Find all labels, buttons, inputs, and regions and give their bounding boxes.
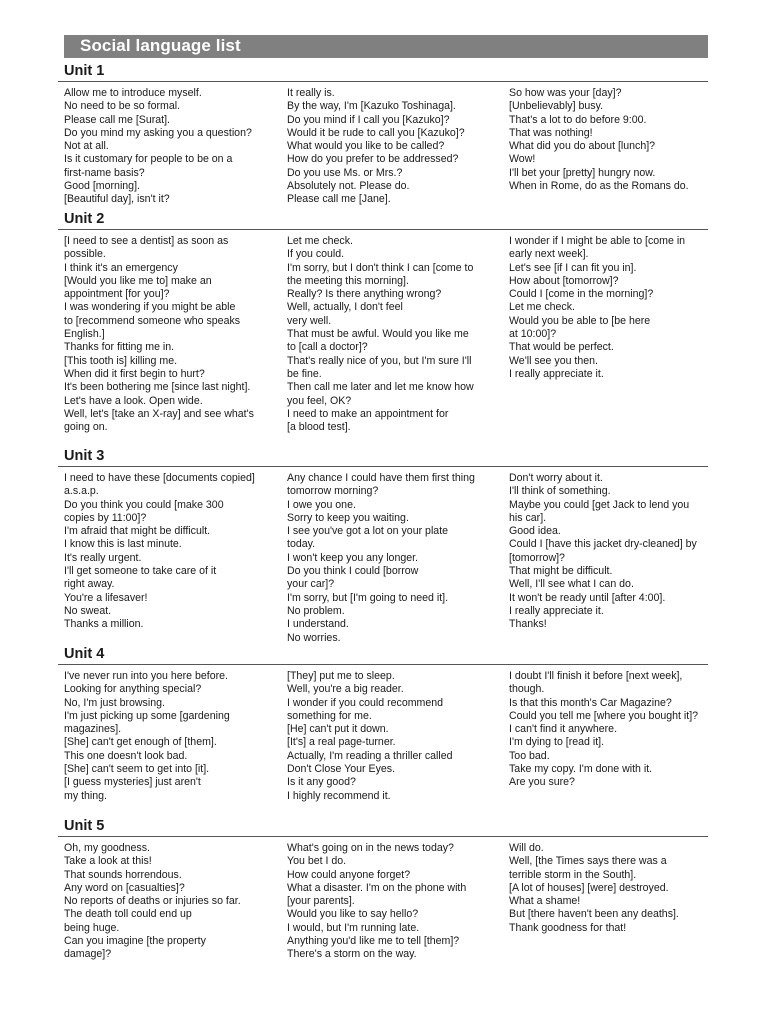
phrase-line: I've never run into you here before. [64, 670, 228, 682]
phrase-line: Would you be able to [be here [509, 314, 651, 327]
phrase-line: That sounds horrendous. [64, 868, 182, 881]
phrase-line: How do you prefer to be addressed? [287, 153, 459, 166]
phrase-line: That's really nice of you, but I'm sure I'll [287, 354, 472, 367]
phrase-line: my thing. [64, 789, 107, 802]
phrase-line: So how was your [day]? [509, 87, 622, 99]
phrase-line: appointment [for you]? [64, 288, 170, 301]
phrase-line: That's a lot to do before 9:00. [509, 113, 647, 126]
phrase-line: very well. [287, 314, 332, 327]
phrase-column [287, 87, 503, 207]
phrase-line: at 10:00]? [509, 328, 557, 341]
phrase-line: Well, I'll see what I can do. [509, 578, 634, 591]
phrase-line: How about [tomorrow]? [509, 274, 619, 287]
phrase-line: damage]? [64, 948, 112, 961]
unit-section [58, 646, 708, 802]
phrase-line: That would be perfect. [509, 341, 614, 354]
phrase-line: Thank goodness for that! [509, 921, 627, 934]
phrase-line: to [call a doctor]? [287, 341, 368, 354]
phrase-line: I'm just picking up some [gardening [64, 709, 230, 722]
phrase-line: Would you like to say hello? [287, 908, 419, 921]
phrase-line: But [there haven't been any deaths]. [509, 908, 679, 921]
phrase-line: Thanks! [509, 618, 547, 631]
phrase-line: Let's have a look. Open wide. [64, 394, 203, 407]
phrase-line: Let me check. [287, 235, 353, 247]
phrase-line: I understand. [287, 618, 349, 631]
unit-section [58, 63, 708, 206]
phrase-line: Do you use Ms. or Mrs.? [287, 166, 403, 179]
phrase-line: Well, you're a big reader. [287, 683, 404, 696]
unit-section [58, 448, 708, 644]
phrase-line: Don't Close Your Eyes. [287, 763, 396, 776]
phrase-line: Will do. [509, 842, 544, 854]
phrase-line: [your parents]. [287, 895, 355, 908]
phrase-line: to [recommend someone who speaks [64, 314, 241, 327]
phrase-line: I really appreciate it. [509, 604, 604, 617]
phrase-line: What a disaster. I'm on the phone with [287, 881, 467, 894]
phrase-line: When did it first begin to hurt? [64, 367, 205, 380]
phrase-line: [Would you like me to] make an [64, 274, 212, 287]
unit-divider [58, 81, 708, 82]
phrase-line: [A lot of houses] [were] destroyed. [509, 881, 669, 894]
phrase-line: I'm sorry, but [I'm going to need it]. [287, 591, 449, 604]
phrase-line: Allow me to introduce myself. [64, 87, 202, 99]
phrase-line: possible. [64, 248, 106, 261]
phrase-line: [She] can't seem to get into [it]. [64, 763, 210, 776]
phrase-line: [I need to see a dentist] as soon as [64, 235, 229, 247]
unit-title: Unit 1 [64, 63, 105, 79]
phrase-column [64, 87, 279, 207]
phrase-column [509, 87, 708, 193]
unit-title: Unit 2 [64, 211, 105, 227]
phrase-line: be fine. [287, 367, 322, 380]
phrase-line: Good idea. [509, 525, 561, 538]
phrase-line: Any word on [casualties]? [64, 881, 185, 894]
phrase-line: No sweat. [64, 604, 112, 617]
phrase-line: Do you think I could [borrow [287, 565, 419, 578]
phrase-line: I wonder if you could recommend [287, 696, 444, 709]
header-bar [64, 35, 708, 58]
phrase-line: Actually, I'm reading a thriller called [287, 749, 453, 762]
phrase-line: [They] put me to sleep. [287, 670, 395, 682]
phrase-column [64, 670, 279, 803]
unit-section [58, 211, 708, 434]
phrase-line: being huge. [64, 921, 120, 934]
phrase-column [509, 472, 708, 632]
phrase-line: It won't be ready until [after 4:00]. [509, 591, 666, 604]
phrase-line: magazines]. [64, 723, 122, 736]
phrase-line: Any chance I could have them first thing [287, 472, 475, 484]
phrase-line: today. [287, 538, 316, 551]
phrase-line: your car]? [287, 578, 335, 591]
phrase-line: I would, but I'm running late. [287, 921, 420, 934]
phrase-line: [This tooth is] killing me. [64, 354, 178, 367]
unit-divider [58, 466, 708, 467]
phrase-line: [I guess mysteries] just aren't [64, 776, 201, 789]
phrase-line: Well, [the Times says there was a [509, 855, 667, 868]
phrase-line: Looking for anything special? [64, 683, 202, 696]
phrase-line: I'm afraid that might be difficult. [64, 525, 211, 538]
phrase-line: I'll bet your [pretty] hungry now. [509, 166, 656, 179]
phrase-column [64, 472, 279, 632]
phrase-line: Do you mind if I call you [Kazuko]? [287, 113, 450, 126]
phrase-line: Sorry to keep you waiting. [287, 511, 409, 524]
phrase-line: It's really urgent. [64, 551, 142, 564]
phrase-column [287, 842, 503, 962]
phrase-line: What would you like to be called? [287, 140, 445, 153]
phrase-column [287, 670, 503, 803]
phrase-line: No, I'm just browsing. [64, 696, 165, 709]
phrase-line: This one doesn't look bad. [64, 749, 188, 762]
phrase-line: I need to have these [documents copied] [64, 472, 255, 484]
phrase-line: Could you tell me [where you bought it]? [509, 709, 699, 722]
unit-divider [58, 836, 708, 837]
phrase-line: Do you mind my asking you a question? [64, 126, 252, 139]
phrase-line: That must be awful. Would you like me [287, 328, 469, 341]
phrase-line: I'm sorry, but I don't think I can [come to [287, 261, 474, 274]
phrase-line: No worries. [287, 631, 341, 644]
phrase-line: I can't find it anywhere. [509, 723, 618, 736]
phrase-line: Could I [have this jacket dry-cleaned] by [509, 538, 697, 551]
phrase-line: No reports of deaths or injuries so far. [64, 895, 241, 908]
phrase-column [64, 842, 279, 962]
page-title: Social language list [80, 36, 241, 55]
phrase-line: [a blood test]. [287, 421, 351, 434]
phrase-line: What did you do about [lunch]? [509, 140, 656, 153]
phrase-line: though. [509, 683, 545, 696]
phrase-line: Would it be rude to call you [Kazuko]? [287, 126, 465, 139]
phrase-line: Is it any good? [287, 776, 356, 789]
phrase-line: It's been bothering me [since last night]. [64, 381, 251, 394]
phrase-column [287, 235, 503, 434]
phrase-column [509, 670, 708, 790]
phrase-line: [He] can't put it down. [287, 723, 389, 736]
phrase-line: I'll think of something. [509, 485, 611, 498]
phrase-line: No problem. [287, 604, 345, 617]
phrase-line: I doubt I'll finish it before [next week], [509, 670, 683, 682]
phrase-line: If you could. [287, 248, 345, 261]
unit-section [58, 818, 708, 961]
phrase-line: Please call me [Jane]. [287, 193, 391, 206]
phrase-column [287, 472, 503, 645]
phrase-line: Not at all. [64, 140, 109, 153]
phrase-line: The death toll could end up [64, 908, 192, 921]
phrase-line: It really is. [287, 87, 335, 99]
phrase-line: Well, let's [take an X-ray] and see what's [64, 407, 254, 420]
phrase-line: Let's see [if I can fit you in]. [509, 261, 637, 274]
phrase-line: Take my copy. I'm done with it. [509, 763, 653, 776]
unit-divider [58, 229, 708, 230]
unit-title: Unit 4 [64, 646, 105, 662]
phrase-line: I really appreciate it. [509, 367, 604, 380]
phrase-line: Could I [come in the morning]? [509, 288, 654, 301]
phrase-line: tomorrow morning? [287, 485, 379, 498]
phrase-line: I was wondering if you might be able [64, 301, 236, 314]
phrase-line: That might be difficult. [509, 565, 613, 578]
phrase-line: [It's] a real page-turner. [287, 736, 396, 749]
phrase-column [509, 842, 708, 935]
unit-title: Unit 5 [64, 818, 105, 834]
phrase-line: Take a look at this! [64, 855, 152, 868]
phrase-line: I need to make an appointment for [287, 407, 449, 420]
phrase-line: Do you think you could [make 300 [64, 498, 224, 511]
phrase-line: a.s.a.p. [64, 485, 99, 498]
phrase-line: Absolutely not. Please do. [287, 180, 410, 193]
phrase-column [509, 235, 708, 381]
phrase-line: [She] can't get enough of [them]. [64, 736, 217, 749]
phrase-line: What a shame! [509, 895, 581, 908]
phrase-line: the meeting this morning]. [287, 274, 409, 287]
phrase-column [64, 235, 279, 434]
phrase-line: [Unbelievably] busy. [509, 100, 604, 113]
phrase-line: Is it customary for people to be on a [64, 153, 233, 166]
phrase-line: Good [morning]. [64, 180, 140, 193]
phrase-line: copies by 11:00]? [64, 511, 147, 524]
phrase-line: Maybe you could [get Jack to lend you [509, 498, 690, 511]
phrase-line: Then call me later and let me know how [287, 381, 474, 394]
phrase-line: Wow! [509, 153, 536, 166]
phrase-line: I owe you one. [287, 498, 356, 511]
phrase-line: first-name basis? [64, 166, 145, 179]
phrase-line: You bet I do. [287, 855, 347, 868]
phrase-line: Let me check. [509, 301, 575, 314]
phrase-line: You're a lifesaver! [64, 591, 148, 604]
phrase-line: Thanks a million. [64, 618, 144, 631]
phrase-line: We'll see you then. [509, 354, 598, 367]
phrase-line: When in Rome, do as the Romans do. [509, 180, 689, 193]
phrase-line: something for me. [287, 709, 372, 722]
phrase-line: right away. [64, 578, 115, 591]
phrase-line: There's a storm on the way. [287, 948, 417, 961]
phrase-line: [tomorrow]? [509, 551, 565, 564]
phrase-line: [Beautiful day], isn't it? [64, 193, 170, 206]
phrase-line: How could anyone forget? [287, 868, 411, 881]
phrase-line: Really? Is there anything wrong? [287, 288, 442, 301]
phrase-line: going on. [64, 421, 108, 434]
phrase-line: By the way, I'm [Kazuko Toshinaga]. [287, 100, 456, 113]
phrase-line: Are you sure? [509, 776, 575, 789]
phrase-line: you feel, OK? [287, 394, 352, 407]
phrase-line: Well, actually, I don't feel [287, 301, 403, 314]
phrase-line: I'm dying to [read it]. [509, 736, 605, 749]
phrase-line: Please call me [Surat]. [64, 113, 170, 126]
phrase-line: I won't keep you any longer. [287, 551, 418, 564]
phrase-line: I highly recommend it. [287, 789, 391, 802]
phrase-line: I wonder if I might be able to [come in [509, 235, 686, 247]
phrase-line: Oh, my goodness. [64, 842, 150, 854]
phrase-line: That was nothing! [509, 126, 593, 139]
phrase-line: Anything you'd like me to tell [them]? [287, 935, 460, 948]
phrase-line: English.] [64, 328, 105, 341]
phrase-line: I'll get someone to take care of it [64, 565, 217, 578]
phrase-line: Is that this month's Car Magazine? [509, 696, 672, 709]
phrase-line: Don't worry about it. [509, 472, 603, 484]
phrase-line: Can you imagine [the property [64, 935, 206, 948]
phrase-line: Thanks for fitting me in. [64, 341, 175, 354]
phrase-line: What's going on in the news today? [287, 842, 454, 854]
phrase-line: I know this is last minute. [64, 538, 182, 551]
unit-title: Unit 3 [64, 448, 105, 464]
phrase-line: terrible storm in the South]. [509, 868, 637, 881]
phrase-line: No need to be so formal. [64, 100, 181, 113]
phrase-line: early next week]. [509, 248, 589, 261]
phrase-line: I see you've got a lot on your plate [287, 525, 449, 538]
phrase-line: I think it's an emergency [64, 261, 178, 274]
phrase-line: his car]. [509, 511, 547, 524]
unit-divider [58, 664, 708, 665]
phrase-line: Too bad. [509, 749, 550, 762]
